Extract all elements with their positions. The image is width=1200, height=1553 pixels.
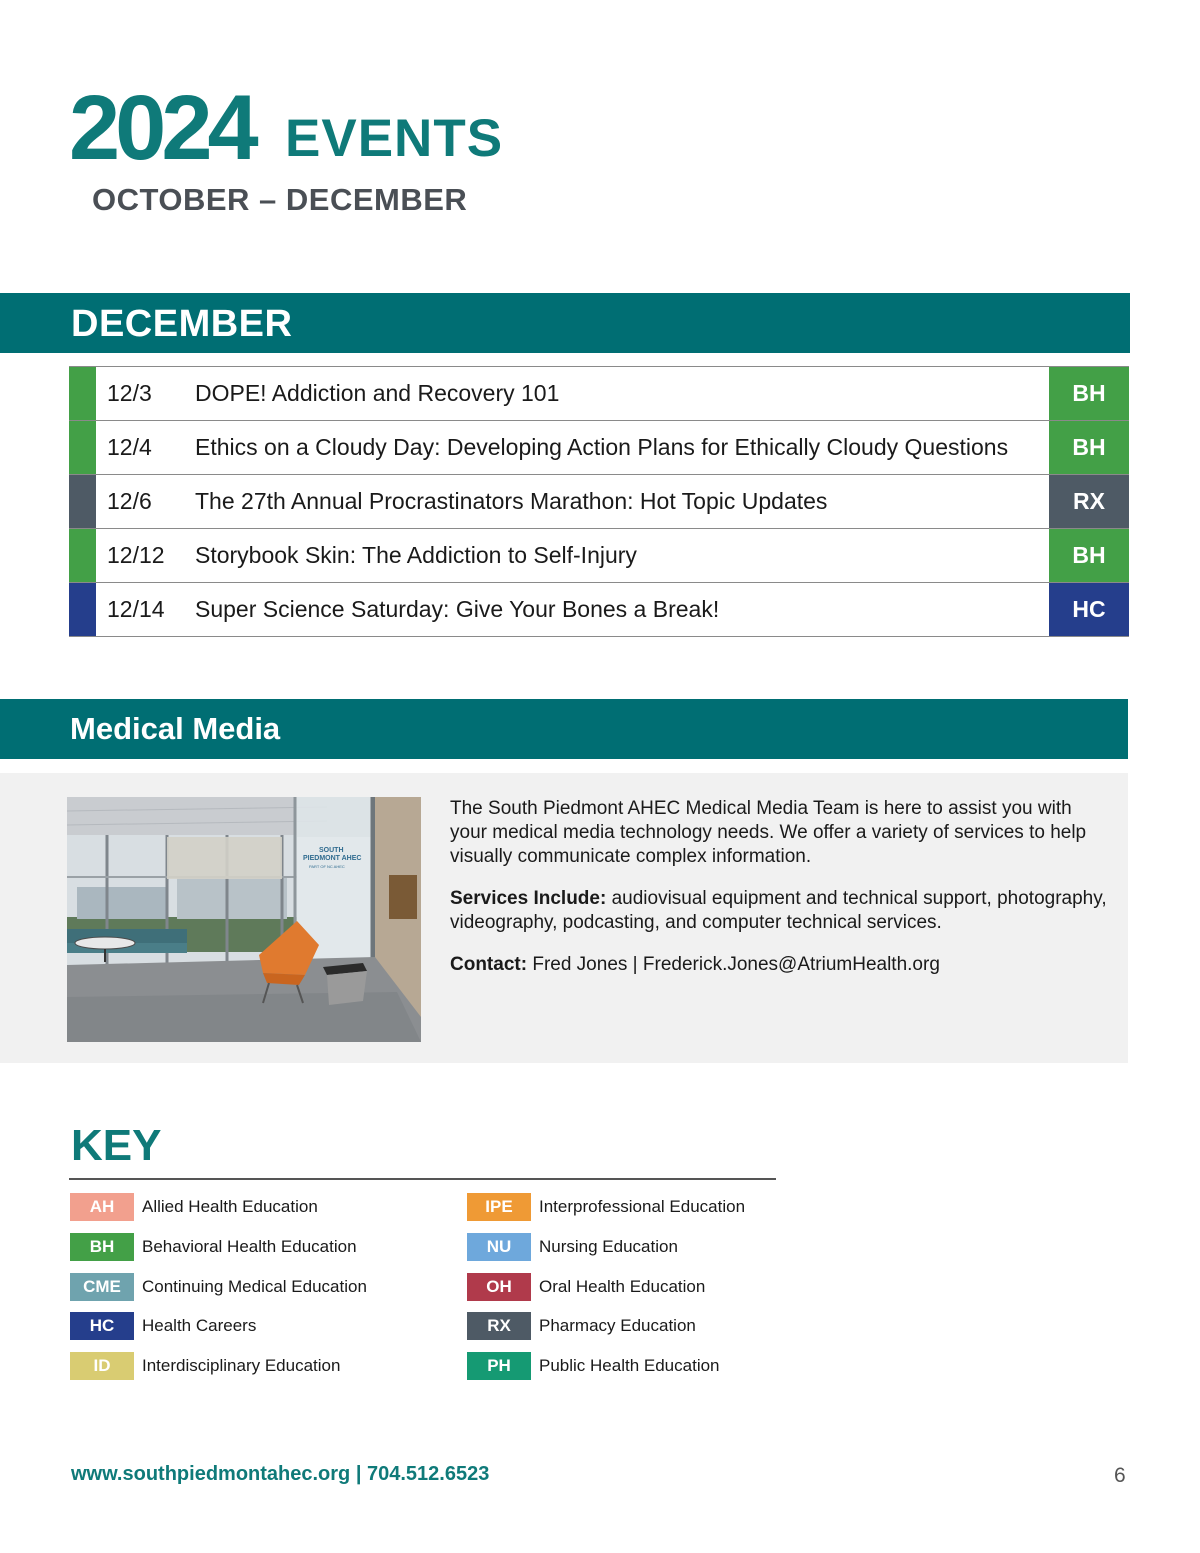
key-title: KEY <box>71 1121 162 1170</box>
month-title: DECEMBER <box>71 303 293 345</box>
event-date: 12/12 <box>107 542 165 568</box>
key-badge: RX <box>467 1312 531 1340</box>
category-stripe <box>69 529 96 582</box>
photo-sign-text: PIEDMONT AHEC <box>303 855 362 862</box>
key-badge: ID <box>70 1352 134 1380</box>
key-label: Pharmacy Education <box>539 1316 696 1335</box>
event-row <box>69 583 1129 637</box>
event-date: 12/3 <box>107 380 152 406</box>
key-label: Oral Health Education <box>539 1277 706 1296</box>
key-label: Public Health Education <box>539 1356 720 1375</box>
photo-sign-text: PART OF NC AHEC <box>309 864 345 869</box>
event-title: DOPE! Addiction and Recovery 101 <box>195 380 560 406</box>
medical-media-title: Medical Media <box>70 711 281 746</box>
footer-contact[interactable]: www.southpiedmontahec.org | 704.512.6523 <box>71 1463 490 1485</box>
key-badge: OH <box>467 1273 531 1301</box>
event-row <box>69 475 1129 529</box>
media-contact <box>450 953 1110 977</box>
key-label: Continuing Medical Education <box>142 1277 367 1296</box>
event-row <box>69 421 1129 475</box>
title-year: 2024 <box>69 77 254 179</box>
event-category-badge: BH <box>1049 529 1129 582</box>
medical-media-description <box>450 797 1110 995</box>
key-divider <box>69 1178 776 1180</box>
key-badge: HC <box>70 1312 134 1340</box>
event-date: 12/4 <box>107 434 152 460</box>
event-row <box>69 367 1129 421</box>
month-header <box>0 293 1130 353</box>
event-date: 12/6 <box>107 488 152 514</box>
event-title: The 27th Annual Procrastinators Marathon: Hot Topic Updates <box>195 488 828 514</box>
key-label: Interdisciplinary Education <box>142 1356 341 1375</box>
event-row <box>69 529 1129 583</box>
key-badge: BH <box>70 1233 134 1261</box>
contact-label: Contact: <box>450 954 528 975</box>
event-date: 12/14 <box>107 596 165 622</box>
event-category-badge: HC <box>1049 583 1129 636</box>
page-number: 6 <box>1114 1464 1126 1487</box>
contact-text: Fred Jones | Frederick.Jones@AtriumHealth.org <box>527 954 940 975</box>
key-badge: CME <box>70 1273 134 1301</box>
media-services <box>450 887 1110 935</box>
event-category-badge: RX <box>1049 475 1129 528</box>
category-stripe <box>69 367 96 420</box>
date-range: OCTOBER – DECEMBER <box>92 182 468 217</box>
key-badge: NU <box>467 1233 531 1261</box>
key-label: Nursing Education <box>539 1237 678 1256</box>
key-label: Interprofessional Education <box>539 1197 746 1216</box>
event-title: Ethics on a Cloudy Day: Developing Action Plans for Ethically Cloudy Questions <box>195 434 1009 460</box>
key-badge: IPE <box>467 1193 531 1221</box>
title-events: EVENTS <box>285 109 504 168</box>
event-title: Super Science Saturday: Give Your Bones a Break! <box>195 596 720 622</box>
key-badge: PH <box>467 1352 531 1380</box>
key-label: Behavioral Health Education <box>142 1237 357 1256</box>
event-title: Storybook Skin: The Addiction to Self-Injury <box>195 542 637 568</box>
events-table <box>69 366 1129 637</box>
event-category-badge: BH <box>1049 367 1129 420</box>
medical-media-header <box>0 699 1128 759</box>
lobby-photo <box>67 797 421 1042</box>
category-stripe <box>69 583 96 636</box>
key-label: Allied Health Education <box>142 1197 318 1216</box>
key-label: Health Careers <box>142 1316 257 1335</box>
services-label: Services Include: <box>450 888 607 909</box>
event-category-badge: BH <box>1049 421 1129 474</box>
category-stripe <box>69 475 96 528</box>
services-text: audiovisual equipment and technical support, photography, videography, podcasting, and computer technical services. <box>450 888 1107 933</box>
category-stripe <box>69 421 96 474</box>
key-badge: AH <box>70 1193 134 1221</box>
photo-sign-text: SOUTH <box>319 847 344 854</box>
media-intro: The South Piedmont AHEC Medical Media Team is here to assist you with your medical media technology needs. We offer a variety of services to help visually communicate complex information. <box>450 798 1087 867</box>
